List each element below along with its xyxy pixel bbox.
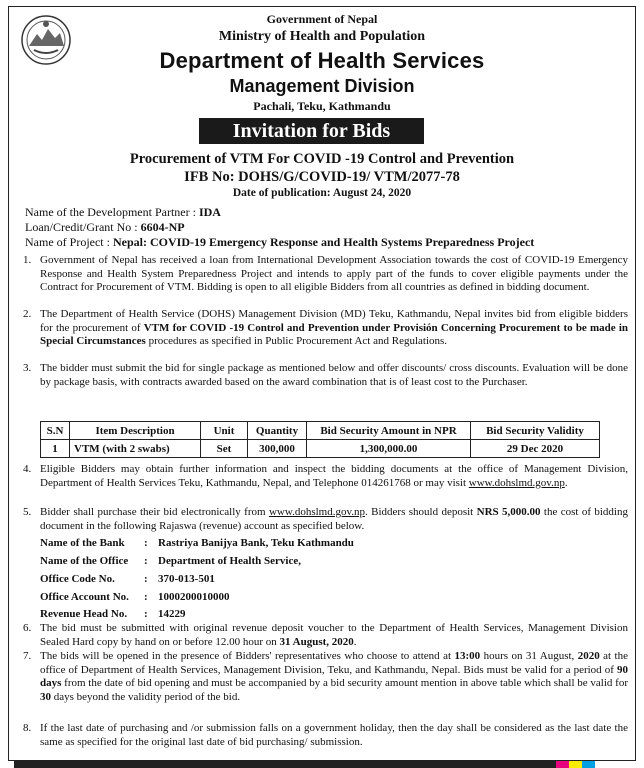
clause-text-part: hours on 31 August, (480, 650, 578, 662)
clause-text: The bidder must submit the bid for single package as mentioned below and offer discounts/ cross discounts. Evaluation will be done by package basis, with contracts awarded based on the award combination that is of least cost to the Purchaser. (40, 362, 628, 388)
clause-number: 6. (23, 622, 32, 634)
fee-amount: NRS 5,000.00 (476, 506, 541, 518)
account-label: Office Account No. (40, 591, 129, 603)
clause-text-part: days beyond the validity period of the bid. (51, 690, 241, 703)
code-value: 370-013-501 (158, 573, 215, 585)
clause-7 (23, 650, 628, 704)
clause-text (40, 506, 628, 533)
procurement-title: Procurement of VTM For COVID -19 Control and Prevention (129, 151, 515, 167)
ministry-heading: Ministry of Health and Population (218, 29, 426, 44)
revenue-label: Revenue Head No. (40, 608, 128, 620)
clause-1 (23, 254, 628, 295)
clause-text (40, 622, 628, 649)
government-heading: Government of Nepal (266, 12, 378, 26)
colon: : (144, 537, 148, 549)
project-label: Name of Project : (25, 235, 113, 249)
website-link[interactable]: www.dohslmd.gov.np (468, 476, 565, 489)
clause-text-part: . (564, 476, 568, 489)
office-label: Name of the Office (40, 555, 129, 567)
clause-text-part: from the date of bid opening and must be accompanied by a bid security amount mention in above table which shall be valid for (61, 677, 628, 689)
partner-line (25, 205, 221, 220)
clause-text: Government of Nepal has received a loan from International Development Association towards the cost of COVID-19 Emergency Response and Health System Preparedness Project and intends to apply part of the funds to cover eligible payments under the Contract for Procurement of VTM. Bidding is open to all eligible Bidders from all countries as defined in bidding document. (40, 254, 628, 293)
partner-value: IDA (198, 205, 221, 219)
clause-3 (23, 362, 628, 389)
table-cell: 300,000 (248, 440, 307, 458)
opening-year: 2020 (577, 650, 600, 662)
column-header: Bid Security Amount in NPR (307, 422, 471, 440)
clause-8 (23, 722, 628, 749)
revenue-value: 14229 (158, 608, 186, 620)
colon: : (144, 555, 148, 567)
print-registration-mark (0, 761, 14, 768)
clause-text-part: Bidder shall purchase their bid electronically from (40, 506, 269, 518)
project-line (25, 235, 534, 250)
colon: : (144, 591, 148, 603)
magenta-swatch (556, 761, 569, 768)
clause-6 (23, 622, 628, 649)
bank-value: Rastriya Banijya Bank, Teku Kathmandu (158, 537, 354, 549)
column-header: Unit (201, 422, 248, 440)
clause-number: 2. (23, 308, 32, 320)
notice-title-banner: Invitation for Bids (199, 118, 424, 144)
address-line: Pachali, Teku, Kathmandu (253, 99, 391, 113)
submission-date: 31 August, 2020 (279, 635, 354, 648)
clause-number: 5. (23, 506, 32, 518)
clause-text (40, 308, 628, 349)
clause-number: 4. (23, 463, 32, 475)
table-cell: VTM (with 2 swabs) (70, 440, 201, 458)
table-cell: 29 Dec 2020 (471, 440, 600, 458)
revenue-head-row (40, 607, 186, 621)
office-code-row (40, 572, 215, 586)
clause-text-part: The bid must be submitted with original revenue deposit voucher to the Department of Health Services, Management Division Sealed Hard copy by hand on or before 12.00 hour on (40, 622, 628, 648)
clause-text-part: . (353, 635, 357, 648)
clause-number: 1. (23, 254, 32, 266)
column-header: Item Description (70, 422, 201, 440)
project-value: Nepal: COVID-19 Emergency Response and Health Systems Preparedness Project (112, 235, 535, 249)
loan-value: 6604-NP (140, 220, 185, 234)
clause-number: 7. (23, 650, 32, 662)
clause-text-part: the cost of bidding document in the following Rajaswa (revenue) account as specified below. (40, 506, 628, 532)
opening-time: 13:00 (454, 650, 481, 662)
bank-name-row (40, 536, 354, 550)
website-link[interactable]: www.dohslmd.gov.np (268, 506, 365, 518)
partner-label: Name of the Development Partner : (25, 205, 199, 219)
column-header: Quantity (248, 422, 307, 440)
yellow-swatch (569, 761, 582, 768)
division-heading: Management Division (229, 76, 415, 96)
code-label: Office Code No. (40, 573, 115, 585)
office-account-row (40, 590, 230, 604)
colon: : (144, 608, 148, 620)
clause-text-part: The Department of Health Service (DOHS) Management Division (MD) Teku, Kathmandu, Nepal invites bid from eligible bidders for the procurement of (40, 308, 628, 334)
cyan-swatch (582, 761, 595, 768)
office-name-row (40, 554, 301, 568)
procurement-method: VTM for COVID -19 Control and Prevention under Provisión Concerning Procurement to be made in Special Circumstances (40, 321, 629, 347)
clause-2 (23, 308, 628, 349)
bid-table (40, 421, 600, 458)
table-row (41, 440, 600, 458)
loan-line (25, 220, 185, 235)
clause-text-part: procedures as specified in Public Procurement Act and Regulations. (145, 335, 448, 347)
print-bleed-bar (0, 761, 644, 768)
bank-label: Name of the Bank (40, 537, 125, 549)
white-swatch (595, 761, 644, 768)
clause-5 (23, 506, 628, 533)
security-extension-days: 30 (40, 690, 51, 703)
table-cell: 1 (41, 440, 70, 458)
publication-date: Date of publication: August 24, 2020 (232, 187, 412, 199)
clause-text-part: at the office of Department of Health Services, Management Division, Teku, and Kathmandu, Nepal. Bids must be valid for a period of (40, 650, 628, 676)
column-header: S.N (41, 422, 70, 440)
clause-text-part: The bids will be opened in the presence of Bidders' representatives who choose to attend at (40, 650, 455, 662)
clause-text (40, 463, 628, 490)
clause-number: 8. (23, 722, 32, 734)
account-value: 1000200010000 (158, 591, 230, 603)
clause-4 (23, 463, 628, 490)
validity-days: 90 days (40, 663, 628, 689)
clause-text-part: Eligible Bidders may obtain further information and inspect the bidding documents at the office of Management Division, Department of Health Services Teku, Kathmandu, Nepal, and Telephone 014261768 or may visit (40, 463, 628, 489)
office-value: Department of Health Service, (158, 555, 301, 567)
clause-text-part: . Bidders should deposit (365, 506, 477, 518)
clause-text: If the last date of purchasing and /or submission falls on a government holiday, then the day shall be considered as the last date the same as specified for the original last date of bid purchasing/ submission. (40, 722, 628, 748)
column-header: Bid Security Validity (471, 422, 600, 440)
table-cell: 1,300,000.00 (307, 440, 471, 458)
loan-label: Loan/Credit/Grant No : (25, 220, 141, 234)
table-header-row (41, 422, 600, 440)
colon: : (144, 573, 148, 585)
ifb-number: IFB No: DOHS/G/COVID-19/ VTM/2077-78 (184, 169, 460, 185)
table-cell: Set (201, 440, 248, 458)
clause-number: 3. (23, 362, 32, 374)
department-heading: Department of Health Services (159, 48, 485, 73)
clause-text (40, 650, 628, 704)
